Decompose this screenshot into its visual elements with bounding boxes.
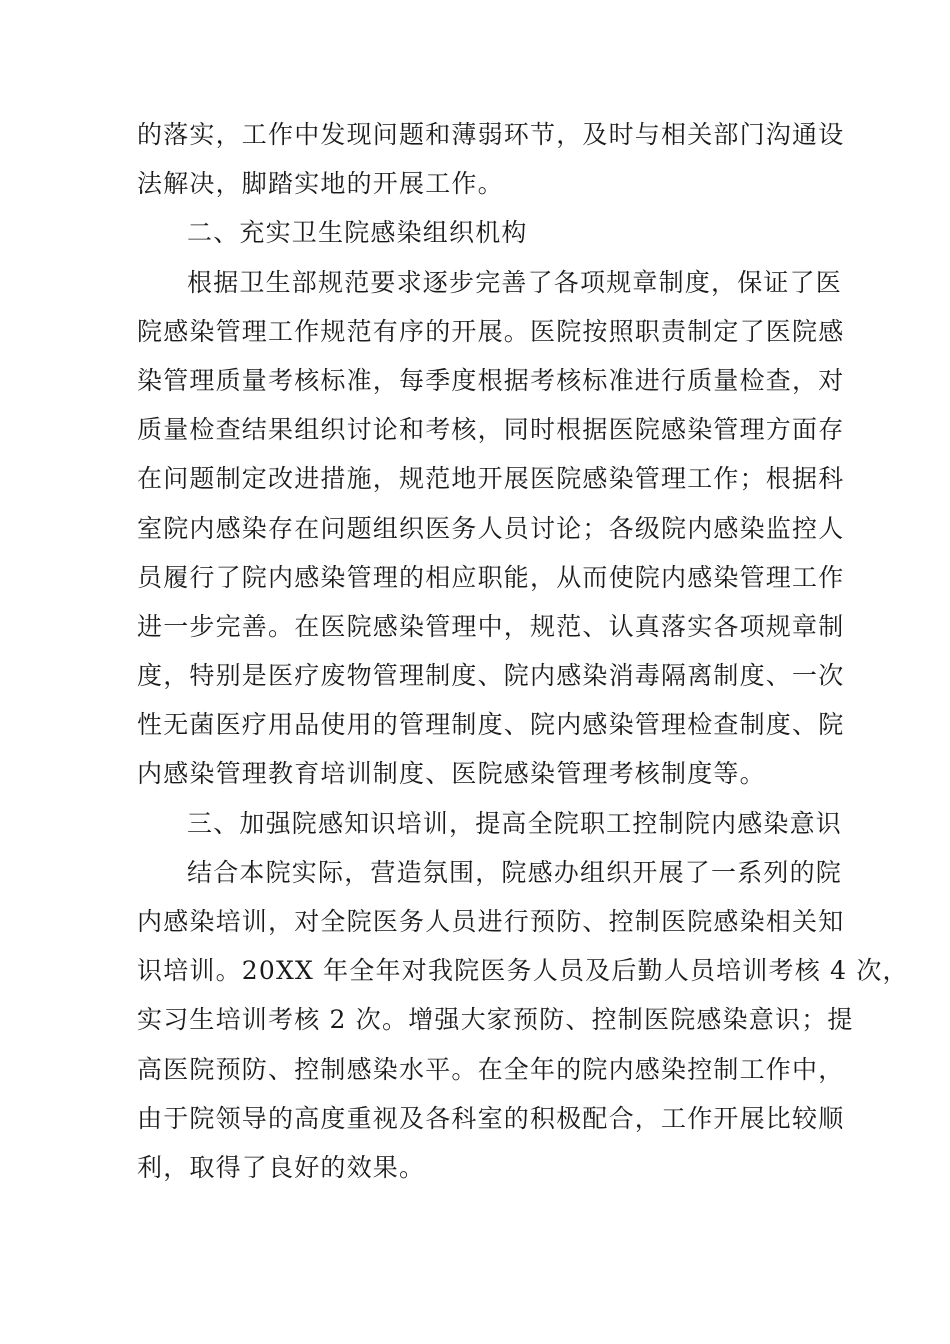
text-line: 性无菌医疗用品使用的管理制度、院内感染管理检查制度、院 (137, 710, 845, 740)
text-line: 识培训。20XX 年全年对我院医务人员及后勤人员培训考核 4 次， (137, 956, 909, 986)
text-line: 由于院领导的高度重视及各科室的积极配合，工作开展比较顺 (137, 1103, 845, 1133)
text-line: 内感染培训，对全院医务人员进行预防、控制医院感染相关知 (137, 907, 845, 936)
text-line: 在问题制定改进措施，规范地开展医院感染管理工作；根据科 (137, 464, 845, 494)
section-heading-2: 二、充实卫生院感染组织机构 (187, 218, 528, 248)
text-line: 根据卫生部规范要求逐步完善了各项规章制度，保证了医 (187, 267, 843, 297)
text-line: 进一步完善。在医院感染管理中，规范、认真落实各项规章制 (137, 611, 845, 641)
text-line: 高医院预防、控制感染水平。在全年的院内感染控制工作中， (137, 1054, 845, 1084)
text-line: 法解决，脚踏实地的开展工作。 (137, 169, 504, 199)
text-line: 室院内感染存在问题组织医务人员讨论；各级院内感染监控人 (137, 513, 845, 543)
text-line: 质量检查结果组织讨论和考核，同时根据医院感染管理方面存 (137, 415, 845, 445)
section-heading-3: 三、加强院感知识培训，提高全院职工控制院内感染意识 (187, 808, 843, 838)
text-line: 的落实，工作中发现问题和薄弱环节，及时与相关部门沟通设 (137, 120, 845, 149)
document-body (137, 110, 909, 1192)
text-line: 员履行了院内感染管理的相应职能，从而使院内感染管理工作 (137, 562, 845, 592)
text-line: 利，取得了良好的效果。 (137, 1152, 426, 1182)
text-line: 度，特别是医疗废物管理制度、院内感染消毒隔离制度、一次 (137, 661, 845, 691)
text-line: 院感染管理工作规范有序的开展。医院按照职责制定了医院感 (137, 316, 845, 346)
text-line: 结合本院实际，营造氛围，院感办组织开展了一系列的院 (187, 857, 843, 887)
text-line: 实习生培训考核 2 次。增强大家预防、控制医院感染意识；提 (137, 1005, 854, 1035)
text-line: 染管理质量考核标准，每季度根据考核标准进行质量检查，对 (137, 365, 845, 395)
text-line: 内感染管理教育培训制度、医院感染管理考核制度等。 (137, 759, 766, 789)
